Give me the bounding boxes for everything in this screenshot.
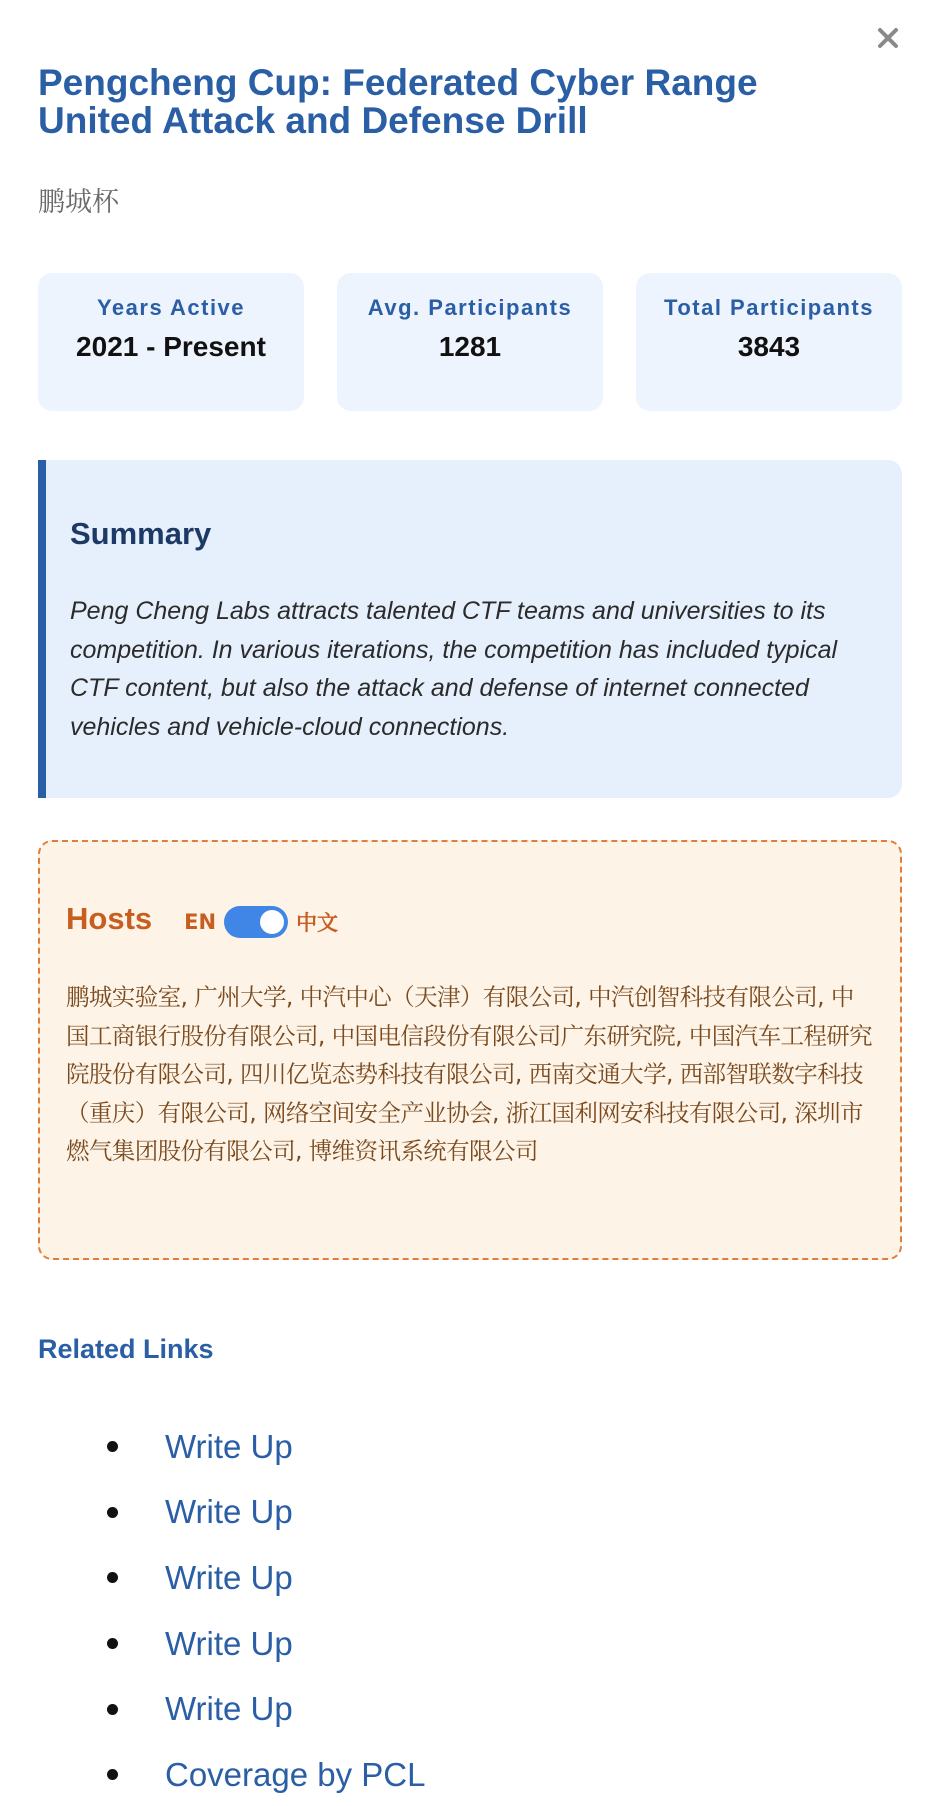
bullet-icon bbox=[107, 1441, 118, 1452]
stat-card-total-participants bbox=[636, 273, 902, 411]
related-link[interactable]: Write Up bbox=[165, 1558, 293, 1596]
summary-heading: Summary bbox=[70, 516, 212, 551]
list-item bbox=[38, 1480, 425, 1546]
related-link[interactable]: Write Up bbox=[165, 1624, 293, 1662]
language-switch[interactable] bbox=[224, 906, 288, 938]
summary-text: Peng Cheng Labs attracts talented CTF teams and universities to its competition. In various iterations, the competition has included typical CTF content, but also the attack and defense of internet connected vehicles and vehicle-cloud connections. bbox=[70, 597, 838, 741]
related-link[interactable]: Write Up bbox=[165, 1690, 293, 1728]
bullet-icon bbox=[107, 1769, 118, 1780]
list-item bbox=[38, 1545, 425, 1611]
hosts-heading: Hosts bbox=[66, 901, 153, 936]
stat-label: Total Participants bbox=[664, 295, 874, 320]
related-link[interactable]: Write Up bbox=[165, 1427, 293, 1465]
page-title: Pengcheng Cup: Federated Cyber Range United Attack and Defense Drill bbox=[38, 62, 758, 141]
stats-row bbox=[38, 273, 902, 411]
hosts-header bbox=[66, 900, 874, 938]
hosts-text: 鹏城实验室, 广州大学, 中汽中心（天津）有限公司, 中汽创智科技有限公司, 中国工商银行股份有限公司, 中国电信段份有限公司广东研究院, 中国汽车工程研究院股份有限公司, 四川亿览态势科技有限公司, 西南交通大学, 西部智联数字科技（重庆）有限公司, 网络空间安全产业协会, 浙江国利网安科技有限公司, 深圳市燃气集团股份有限公司, 博维资讯系统有限公司 bbox=[66, 983, 873, 1165]
bullet-icon bbox=[107, 1638, 118, 1649]
language-label-en: EN bbox=[184, 910, 217, 934]
list-item bbox=[38, 1676, 425, 1742]
language-label-zh: 中文 bbox=[296, 911, 339, 935]
close-icon bbox=[877, 27, 899, 49]
summary-panel bbox=[38, 460, 902, 798]
stat-label: Avg. Participants bbox=[367, 295, 573, 320]
page-subtitle: 鹏城杯 bbox=[38, 187, 119, 218]
stat-label: Years Active bbox=[96, 295, 246, 320]
close-button[interactable] bbox=[870, 20, 906, 56]
related-links-list bbox=[38, 1414, 425, 1806]
bullet-icon bbox=[107, 1704, 118, 1715]
list-item bbox=[38, 1414, 425, 1480]
bullet-icon bbox=[107, 1507, 118, 1518]
language-toggle bbox=[184, 906, 338, 938]
related-link[interactable]: Write Up bbox=[165, 1493, 293, 1531]
stat-card-avg-participants bbox=[337, 273, 603, 411]
list-item bbox=[38, 1742, 425, 1806]
related-link[interactable]: Coverage by PCL bbox=[165, 1755, 426, 1793]
stat-value: 1281 bbox=[438, 331, 502, 362]
stat-card-years-active bbox=[38, 273, 304, 411]
stat-value: 2021 - Present bbox=[76, 331, 266, 362]
hosts-panel bbox=[38, 840, 902, 1260]
list-item bbox=[38, 1611, 425, 1677]
switch-knob bbox=[260, 910, 284, 934]
stat-value: 3843 bbox=[737, 331, 801, 362]
related-links-heading: Related Links bbox=[38, 1334, 214, 1364]
bullet-icon bbox=[107, 1572, 118, 1583]
